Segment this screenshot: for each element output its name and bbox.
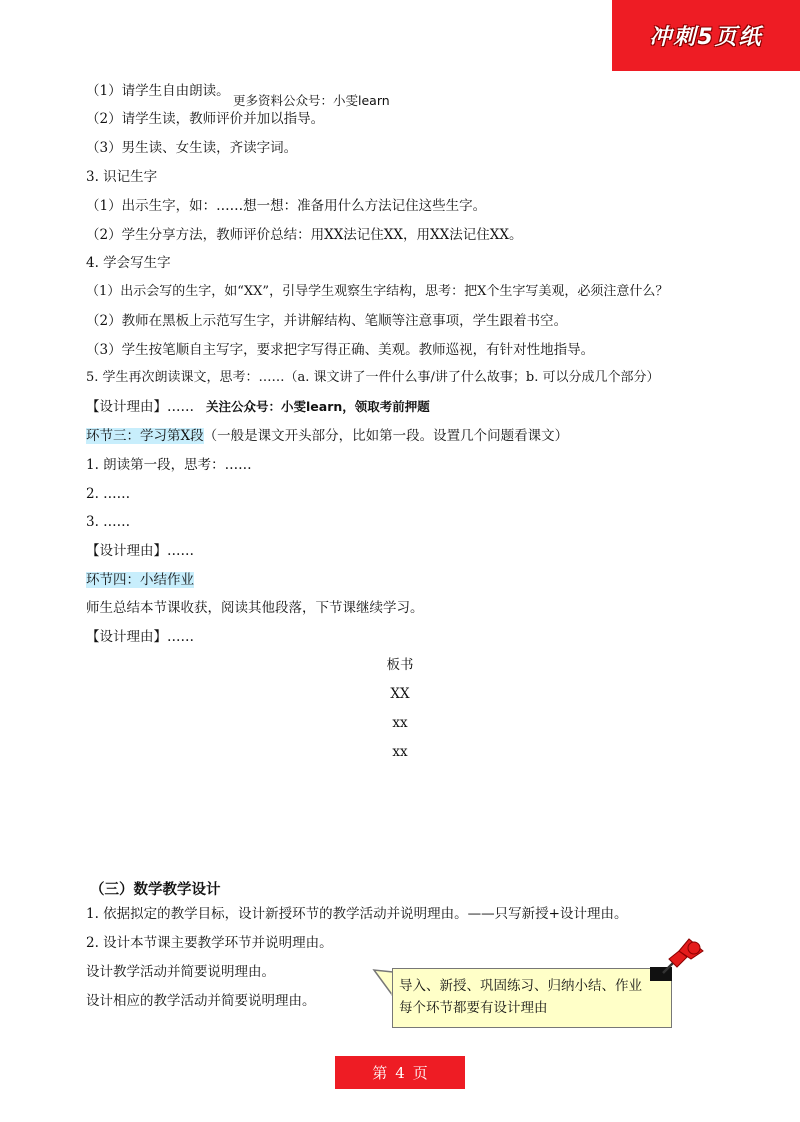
text-line: 设计教学活动并简要说明理由。 [86,964,275,980]
pushpin-icon [647,937,707,989]
text-line: （1）请学生自由朗读。 [86,83,230,99]
text-line: 3. …… [86,514,131,530]
text-line: （2）学生分享方法，教师评价总结：用XX法记住XX，用XX法记住XX。 [86,227,523,243]
design-reason-line [86,398,430,416]
text-line: 2. 设计本节课主要教学环节并说明理由。 [86,935,333,951]
section-heading-highlight: 环节四：小结作业 [86,572,194,588]
design-reason-label: 【设计理由】…… [86,543,194,559]
section-heading-line [86,427,568,445]
section-heading-line [86,571,194,589]
text-line: 设计相应的教学活动并简要说明理由。 [86,993,316,1009]
page-prefix: 第 [372,1064,388,1082]
watermark-note: 关注公众号：小雯learn，领取考前押题 [206,399,430,414]
text-line: （2）教师在黑板上示范写生字，并讲解结构、笔顺等注意事项，学生跟着书空。 [86,313,568,329]
watermark-note: 更多资料公众号：小雯learn [233,93,390,108]
text-line: （3）学生按笔顺自主写字，要求把字写得正确、美观。教师巡视，有针对性地指导。 [86,342,595,358]
section-heading-highlight: 环节三：学习第X段 [86,428,204,444]
callout-line: 每个环节都要有设计理由 [399,1000,548,1016]
page-number-badge [335,1056,465,1089]
text-line: （1）出示生字，如：……想一想：准备用什么方法记住这些生字。 [86,198,487,214]
callout-note [392,968,672,1028]
design-reason-label: 【设计理由】…… [86,629,194,645]
page-suffix: 页 [412,1064,428,1082]
board-line: XX [390,686,410,702]
page-number: 4 [395,1063,405,1082]
section-heading: （三）数学教学设计 [90,882,221,898]
step-heading: 3. 识记生字 [86,169,158,185]
board-title: 板书 [386,657,414,673]
board-line: xx [392,744,408,760]
text-line: （2）请学生读，教师评价并加以指导。 [86,111,325,127]
board-line: xx [392,715,408,731]
text-line: 1. 朗读第一段，思考：…… [86,457,252,473]
text-line: 5. 学生再次朗读课文，思考：……（a. 课文讲了一件什么事/讲了什么故事；b. 可以分成几个部分） [86,370,660,385]
text-line: （3）男生读、女生读，齐读字词。 [86,140,298,156]
section-heading-note: （一般是课文开头部分，比如第一段。设置几个问题看课文） [203,428,569,444]
text-line: （1）出示会写的生字，如“XX”，引导学生观察生字结构，思考：把X个生字写美观，必须注意什么？ [86,284,669,299]
step-heading: 4. 学会写生字 [86,255,171,271]
brand-banner [612,0,800,71]
text-line: 2. …… [86,486,131,502]
text-line: 1. 依据拟定的教学目标，设计新授环节的教学活动并说明理由。——只写新授+设计理由。 [86,906,628,922]
callout-line: 导入、新授、巩固练习、归纳小结、作业 [399,978,642,994]
text-line: 师生总结本节课收获，阅读其他段落，下节课继续学习。 [86,600,424,616]
banner-title: 冲刺5页纸 [649,25,763,50]
design-reason-label: 【设计理由】…… [86,399,194,415]
